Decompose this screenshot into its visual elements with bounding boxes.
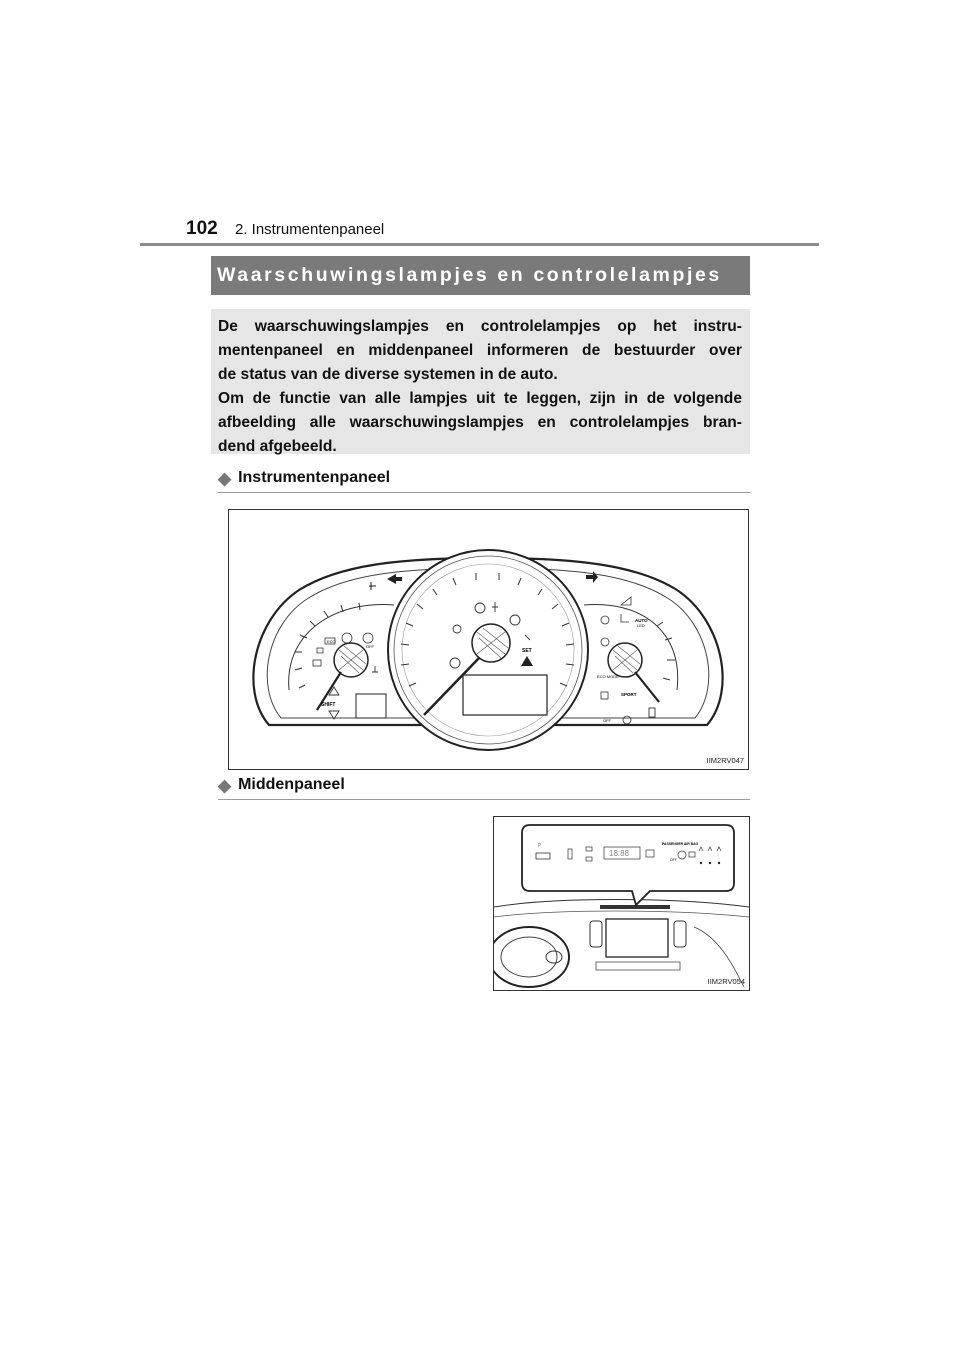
subsection-heading-instrumentenpaneel — [218, 469, 390, 487]
subsection-divider — [218, 799, 750, 800]
shift-label: SHIFT — [321, 702, 336, 708]
figure-code: IIM2RV054 — [707, 977, 745, 986]
eco-label: ECO — [327, 639, 336, 644]
header-divider — [140, 243, 819, 246]
parking-icon: P — [538, 843, 542, 849]
passenger-airbag-label: PASSENGER AIR BAG — [662, 842, 699, 846]
intro-line: mentenpaneel en middenpaneel informeren de bestuurder over — [218, 342, 742, 359]
chapter-heading: 2. Instrumentenpaneel — [235, 221, 385, 238]
intro-line: Om de functie van alle lampjes uit te leggen, zijn in de volgende — [218, 390, 742, 407]
figure-code: IIM2RV047 — [706, 756, 744, 765]
center-panel-illustration — [494, 817, 749, 990]
off-label: OFF — [366, 644, 374, 649]
center-panel-figure — [493, 816, 750, 991]
intro-line: dend afgebeeld. — [218, 438, 337, 455]
auto-label: AUTO — [635, 618, 648, 623]
page-number: 102 — [186, 218, 218, 239]
intro-line: de status van de diverse systemen in de auto. — [218, 366, 558, 383]
gear-display — [356, 694, 386, 718]
subsection-heading-middenpaneel — [218, 776, 345, 794]
intro-box — [211, 309, 750, 454]
instrument-cluster-figure — [228, 509, 749, 770]
multi-info-display — [463, 675, 547, 715]
subsection-divider — [218, 492, 750, 493]
section-banner — [211, 256, 750, 295]
instrument-cluster-illustration — [229, 510, 748, 769]
vent-left — [590, 921, 602, 947]
eco-mode-label: ECO MODE — [597, 674, 619, 679]
section-title: Waarschuwingslampjes en controlelampjes — [217, 264, 722, 286]
clock-value: 18:88 — [609, 849, 630, 858]
intro-line: afbeelding alle waarschuwingslampjes en controlelampjes bran- — [218, 414, 742, 431]
subsection-title: Instrumentenpaneel — [238, 469, 391, 486]
intro-line: De waarschuwingslampjes en controlelampjes op het instru- — [218, 318, 742, 335]
center-screen — [606, 919, 668, 957]
sport-label: SPORT — [621, 692, 637, 697]
diamond-bullet-icon: ◆ — [218, 468, 232, 488]
off-label: OFF — [670, 858, 677, 862]
subsection-title: Middenpaneel — [238, 776, 345, 793]
vent-right — [674, 921, 686, 947]
intro-paragraph — [218, 315, 742, 459]
off-label: OFF — [603, 718, 611, 723]
center-panel-strip — [600, 905, 670, 909]
speedometer — [388, 550, 588, 750]
diamond-bullet-icon: ◆ — [218, 775, 232, 795]
set-label: SET — [522, 648, 532, 654]
led-label: LED — [637, 623, 645, 628]
